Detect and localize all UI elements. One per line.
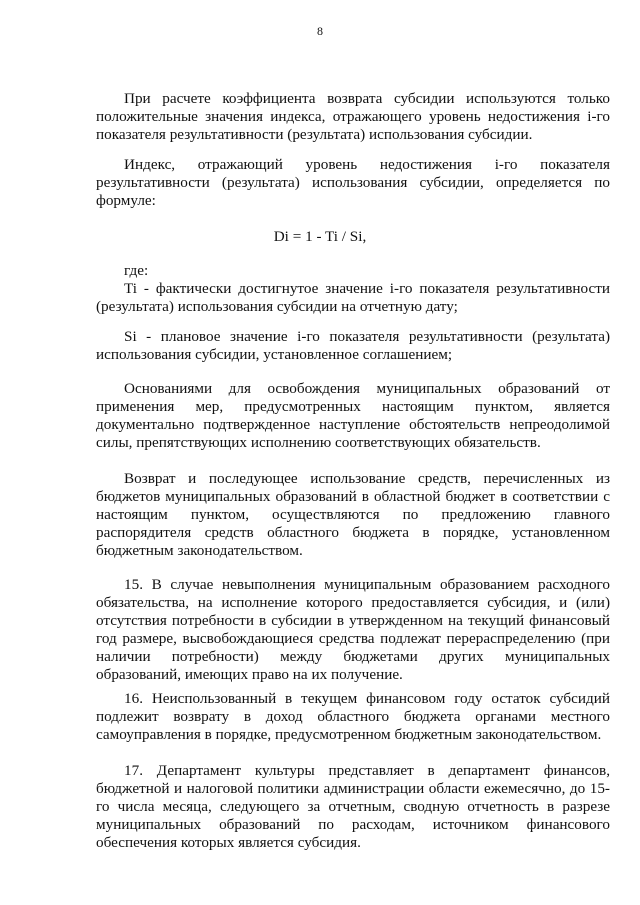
paragraph-refund-use <box>96 470 610 560</box>
formula: Di = 1 - Ti / Si, <box>273 228 367 245</box>
paragraph-text: 15. В случае невыполнения муниципальным образованием расходного обязательства, на исполнение которого предоставляется субсидия, и (или) отсутствия потребности в субсидии в утвержденном на текущий финансовый год размере, высвобождающиеся средства подлежат перераспределению (при наличии потребности) между бюджетами других муниципальных образований, имеющих право на их получение. <box>96 576 610 683</box>
paragraph-clause-15 <box>96 576 610 684</box>
paragraph-coefficient-note <box>96 90 610 144</box>
paragraph-text: Основаниями для освобождения муниципальных образований от применения мер, предусмотренных настоящим пунктом, является документально подтвержденное наступление обстоятельств непреодолимой силы, препятствующих исполнению соответствующих обязательств. <box>96 380 610 451</box>
paragraph-ti-definition <box>96 280 610 316</box>
paragraph-index-definition <box>96 156 610 210</box>
paragraph-clause-16 <box>96 690 610 744</box>
page-number: 8 <box>317 24 323 38</box>
paragraph-text: 17. Департамент культуры представляет в департамент финансов, бюджетной и налоговой политики администрации области ежемесячно, до 15-го числа месяца, следующего за отчетным, сводную отчетность в разрезе муниципальных образований по расходам, источником финансового обеспечения которых является субсидия. <box>96 762 610 851</box>
paragraph-clause-17 <box>96 762 610 852</box>
paragraph-text: При расчете коэффициента возврата субсидии используются только положительные значения индекса, отражающего уровень недостижения i-го показателя результативности (результата) использования субсидии. <box>96 90 610 143</box>
paragraph-text: Si - плановое значение i-го показателя результативности (результата) использования субсидии, установленное соглашением; <box>96 328 610 363</box>
paragraph-text: 16. Неиспользованный в текущем финансовом году остаток субсидий подлежит возврату в доход областного бюджета органами местного самоуправления в порядке, предусмотренном бюджетным законодательством. <box>96 690 610 743</box>
paragraph-text: Индекс, отражающий уровень недостижения i-го показателя результативности (результата) использования субсидии, определяется по формуле: <box>96 156 610 209</box>
where-label: где: <box>124 262 149 279</box>
paragraph-text: Возврат и последующее использование средств, перечисленных из бюджетов муниципальных образований в областной бюджет в соответствии с настоящим пунктом, осуществляются по предложению главного распорядителя средств областного бюджета в порядке, установленном бюджетным законодательством. <box>96 470 610 559</box>
paragraph-si-definition <box>96 328 610 364</box>
paragraph-text: Ti - фактически достигнутое значение i-го показателя результативности (результата) использования субсидии на отчетную дату; <box>96 280 610 315</box>
paragraph-exemption-grounds <box>96 380 610 452</box>
